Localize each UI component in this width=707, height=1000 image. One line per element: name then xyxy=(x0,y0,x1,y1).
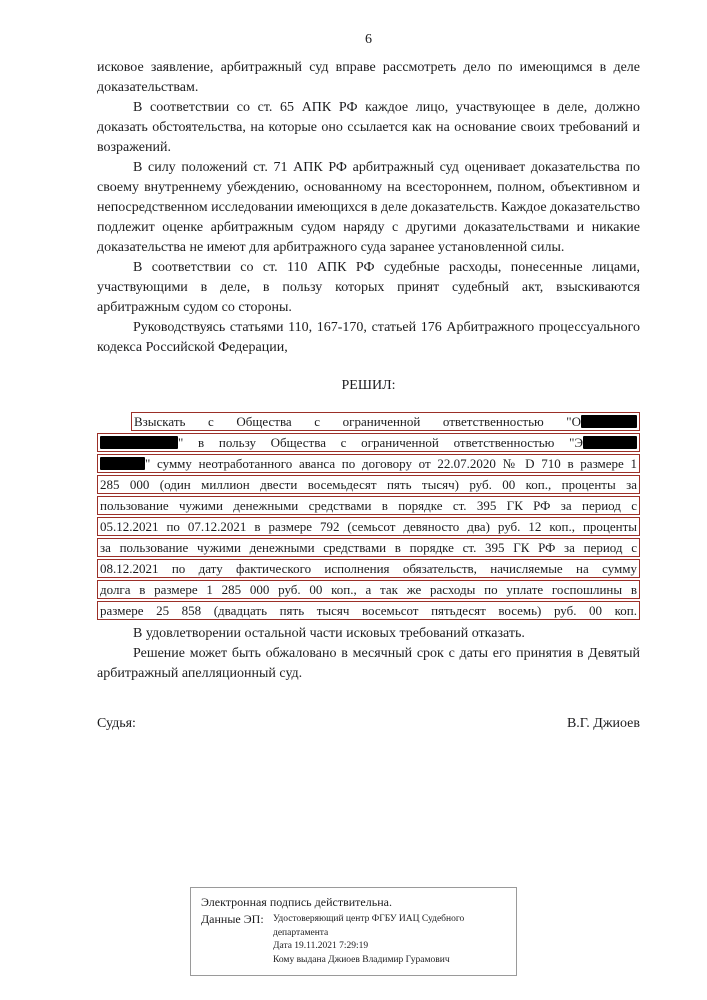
judge-label: Судья: xyxy=(97,716,136,731)
signature-detail-line: Дата 19.11.2021 7:29:19 xyxy=(273,941,369,951)
operative-line xyxy=(97,538,640,557)
operative-line xyxy=(97,580,640,599)
operative-line xyxy=(97,601,640,620)
operative-text: долга в размере 1 285 000 руб. 00 коп., а так же расходы по уплате госпошлины в xyxy=(100,582,637,597)
redaction-bar xyxy=(100,436,178,449)
operative-text: пользование чужими денежными средствами в порядке ст. 395 ГК РФ за период с xyxy=(100,498,637,513)
operative-line xyxy=(131,412,640,431)
operative-line xyxy=(97,433,640,452)
signature-detail-line: Удостоверяющий центр ФГБУ ИАЦ Судебного департамента xyxy=(273,914,465,938)
operative-text: 08.12.2021 по дату фактического исполнения обязательств, начисляемые на сумму xyxy=(100,561,637,576)
operative-text: " сумму неотработанного аванса по договору от 22.07.2020 № D 710 в размере 1 xyxy=(145,456,637,471)
judge-name: В.Г. Джиоев xyxy=(566,716,640,731)
operative-text: Взыскать с Общества с ограниченной ответственностью "О xyxy=(134,414,581,429)
paragraph: В силу положений ст. 71 АПК РФ арбитражный суд оценивает доказательства по своему внутреннему убеждению, основанному на всестороннем, полном, объективном и непосредственном исследовании имеющихся в деле доказательств. Каждое доказательство подлежит оценке арбитражным судом наряду с другими доказательствами и никакие доказательства не имеют для арбитражного суда заранее установленной силы. xyxy=(97,160,640,255)
signature-details xyxy=(273,912,506,967)
judge-row xyxy=(97,714,640,734)
page-content xyxy=(97,30,640,734)
operative-line xyxy=(97,517,640,536)
operative-section xyxy=(97,412,640,620)
decision-heading: РЕШИЛ: xyxy=(341,378,396,393)
operative-line xyxy=(97,454,640,473)
signature-data-label: Данные ЭП: xyxy=(201,912,264,926)
electronic-signature-box xyxy=(190,887,517,976)
redaction-bar xyxy=(581,415,637,428)
paragraph: Решение может быть обжаловано в месячный срок с даты его принятия в Девятый арбитражный апелляционный суд. xyxy=(97,646,640,681)
paragraphs-post xyxy=(97,624,640,684)
paragraph: В соответствии со ст. 110 АПК РФ судебные расходы, понесенные лицами, участвующими в деле, в пользу которых принят судебный акт, взыскиваются арбитражным судом со стороны. xyxy=(97,260,640,315)
operative-text: " в пользу Общества с ограниченной ответственностью "Э xyxy=(178,435,583,450)
paragraph: исковое заявление, арбитражный суд вправе рассмотреть дело по имеющимся в деле доказательствам. xyxy=(97,60,640,95)
operative-text: 285 000 (один миллион двести восемьдесят пять тысяч) руб. 00 коп., проценты за xyxy=(100,477,637,492)
paragraphs-top xyxy=(97,58,640,358)
signature-valid-text: Электронная подпись действительна. xyxy=(201,895,392,909)
paragraph: Руководствуясь статьями 110, 167-170, статьей 176 Арбитражного процессуального кодекса Российской Федерации, xyxy=(97,320,640,355)
operative-line xyxy=(97,496,640,515)
signature-data-row xyxy=(201,912,506,967)
operative-line xyxy=(97,559,640,578)
operative-line xyxy=(97,475,640,494)
signature-detail-line: Кому выдана Джиоев Владимир Гурамович xyxy=(273,954,450,965)
paragraph: В соответствии со ст. 65 АПК РФ каждое лицо, участвующее в деле, должно доказать обстоятельства, на которые оно ссылается как на основание своих требований и возражений. xyxy=(97,100,640,155)
redaction-bar xyxy=(100,457,145,470)
redaction-bar xyxy=(583,436,637,449)
operative-text: за пользование чужими денежными средствами в порядке ст. 395 ГК РФ за период с xyxy=(100,540,637,555)
operative-text: размере 25 858 (двадцать пять тысяч восемьсот пятьдесят восемь) руб. 00 коп. xyxy=(100,603,637,618)
page-number: 6 xyxy=(365,32,372,47)
paragraph: В удовлетворении остальной части исковых требований отказать. xyxy=(133,626,525,641)
operative-text: 05.12.2021 по 07.12.2021 в размере 792 (семьсот девяносто два) руб. 12 коп., проценты xyxy=(100,519,637,534)
